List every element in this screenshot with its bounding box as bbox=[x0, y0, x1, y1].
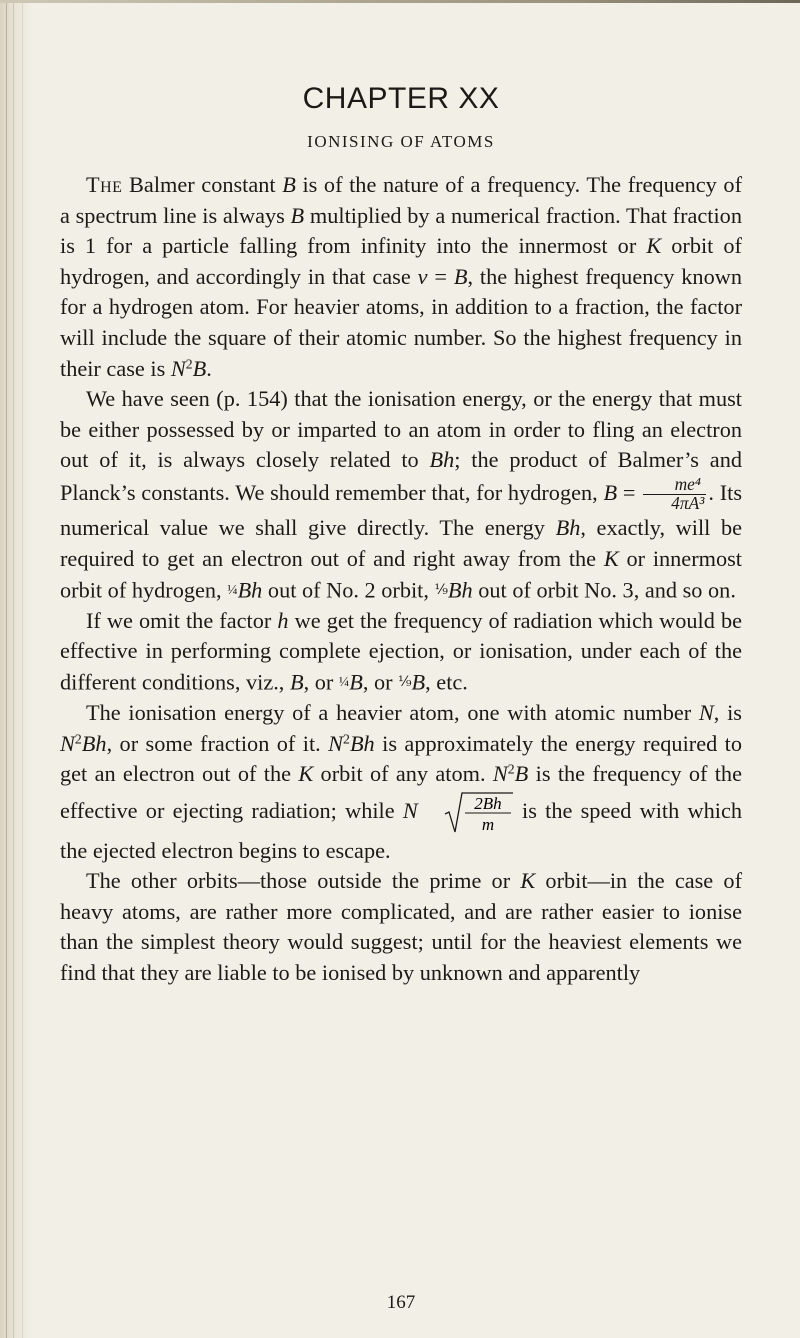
math-symbol: Bh bbox=[81, 730, 107, 756]
text-run: orbit of hydrogen, and accordingly in that case bbox=[60, 233, 742, 289]
math-symbol: B bbox=[603, 479, 618, 505]
gutter-line bbox=[22, 0, 23, 1338]
text-run: out of No. 2 orbit, bbox=[262, 577, 435, 603]
text-run: We have seen (p. 154) that the ionisation energy, or the energy that must be either possessed by or imparted to an atom in order to fling an electron out of it, is always closely related to bbox=[60, 386, 742, 473]
small-fraction: ⅑ bbox=[398, 673, 412, 689]
math-symbol: Bh bbox=[237, 577, 263, 603]
chapter-title: IONISING OF ATOMS bbox=[307, 132, 495, 151]
math-symbol: K bbox=[298, 761, 314, 787]
gutter-line bbox=[13, 0, 14, 1338]
superscript: 2 bbox=[343, 730, 350, 746]
text-run: , or bbox=[303, 669, 339, 695]
math-symbol: ν bbox=[417, 263, 428, 289]
superscript: 2 bbox=[185, 355, 193, 371]
text-run: orbit of any atom. bbox=[313, 761, 493, 787]
small-fraction: ⅑ bbox=[434, 581, 448, 597]
math-symbol: B bbox=[289, 669, 304, 695]
superscript: 2 bbox=[74, 730, 82, 746]
math-symbol: N bbox=[402, 797, 418, 823]
small-fraction: ¼ bbox=[338, 673, 350, 689]
fraction bbox=[643, 476, 706, 514]
paragraph bbox=[60, 606, 742, 698]
text-run: = bbox=[427, 263, 454, 289]
math-symbol: B bbox=[453, 263, 468, 289]
paragraph bbox=[60, 866, 742, 988]
text-run: is the frequency of the effective or ejecting radiation; while bbox=[60, 761, 742, 823]
fraction-numerator: me⁴ bbox=[643, 476, 706, 495]
fraction-denominator: 4πA³ bbox=[671, 494, 705, 514]
math-symbol: Bh bbox=[429, 447, 455, 473]
text-run: , exactly, will be required to get an electron out of and right away from the bbox=[60, 515, 743, 572]
text-run: If we omit the factor bbox=[86, 607, 278, 633]
radicand-denominator: m bbox=[481, 814, 494, 834]
text-run: out of orbit No. 3, and so on. bbox=[472, 577, 736, 603]
small-fraction: ¼ bbox=[227, 581, 238, 597]
superscript: 2 bbox=[507, 761, 515, 777]
math-symbol: N bbox=[60, 730, 75, 756]
text-run: The other orbits—those outside the prime or bbox=[86, 868, 521, 894]
square-root bbox=[418, 790, 514, 836]
math-symbol: Bh bbox=[447, 577, 473, 603]
math-symbol: B bbox=[411, 669, 426, 695]
chapter-heading: CHAPTER XX bbox=[302, 82, 500, 115]
text-run: , or bbox=[362, 669, 399, 695]
math-symbol: N bbox=[698, 699, 714, 725]
text-run: = bbox=[617, 479, 642, 505]
gutter-line bbox=[6, 0, 7, 1338]
text-run: . Its numerical value we shall give directly. The energy bbox=[60, 479, 743, 541]
math-symbol: B bbox=[290, 202, 305, 228]
math-symbol: K bbox=[603, 546, 619, 572]
math-symbol: B bbox=[192, 355, 207, 381]
math-symbol: B bbox=[282, 172, 296, 197]
page-number: 167 bbox=[386, 1292, 416, 1313]
body-text bbox=[60, 170, 742, 989]
paragraph bbox=[60, 384, 742, 606]
text-run: , or some fraction of it. bbox=[106, 730, 329, 756]
math-symbol: K bbox=[520, 868, 536, 894]
math-symbol: B bbox=[514, 761, 529, 787]
math-symbol: N bbox=[492, 761, 508, 787]
radicand-numerator: 2Bh bbox=[474, 793, 502, 813]
text-run: . bbox=[206, 355, 212, 381]
math-symbol: N bbox=[170, 355, 186, 381]
text-run: is approximately the energy required to get an electron out of the bbox=[60, 730, 743, 787]
math-symbol: K bbox=[646, 233, 662, 259]
paragraph bbox=[60, 698, 742, 866]
paragraph-lead: The bbox=[86, 172, 123, 197]
text-run: The ionisation energy of a heavier atom, one with atomic number bbox=[86, 699, 699, 725]
page-top-edge bbox=[0, 0, 800, 3]
math-symbol: h bbox=[277, 607, 289, 633]
math-symbol: N bbox=[328, 730, 344, 756]
paragraph bbox=[60, 170, 742, 384]
text-run: orbit—in the case of heavy atoms, are rather more complicated, and are rather easier to ionise than the simplest theory would suggest; until for the heaviest elements we find that they are liable to be ionised by unknown and apparently bbox=[60, 868, 742, 986]
text-run: we get the frequency of radiation which would be effective in performing complete ejection, or ionisation, under each of the different conditions, viz., bbox=[60, 607, 742, 695]
text-run: or innermost orbit of hydrogen, bbox=[60, 546, 742, 603]
text-run: is the speed with which the ejected electron begins to escape. bbox=[60, 797, 742, 863]
text-run: , the highest frequency known for a hydrogen atom. For heavier atoms, in addition to a fraction, the factor will include the square of their atomic number. So the highest frequency in their case is bbox=[60, 263, 742, 381]
radical-sign bbox=[444, 790, 514, 836]
text-run: multiplied by a numerical fraction. That fraction is 1 for a particle falling from infinity into the innermost or bbox=[60, 202, 742, 259]
text-run: is of the nature of a frequency. The frequency of a spectrum line is always bbox=[60, 172, 743, 228]
text-run: ; the product of Balmer’s and Planck’s constants. We should remember that, for hydrogen, bbox=[60, 447, 742, 505]
page-gutter-shadow bbox=[0, 0, 32, 1338]
text-run: , etc. bbox=[425, 669, 468, 695]
math-symbol: Bh bbox=[349, 730, 375, 756]
text-run: Balmer constant bbox=[122, 172, 283, 197]
math-symbol: B bbox=[349, 669, 363, 695]
text-run: , is bbox=[713, 699, 742, 725]
math-symbol: Bh bbox=[555, 515, 581, 541]
